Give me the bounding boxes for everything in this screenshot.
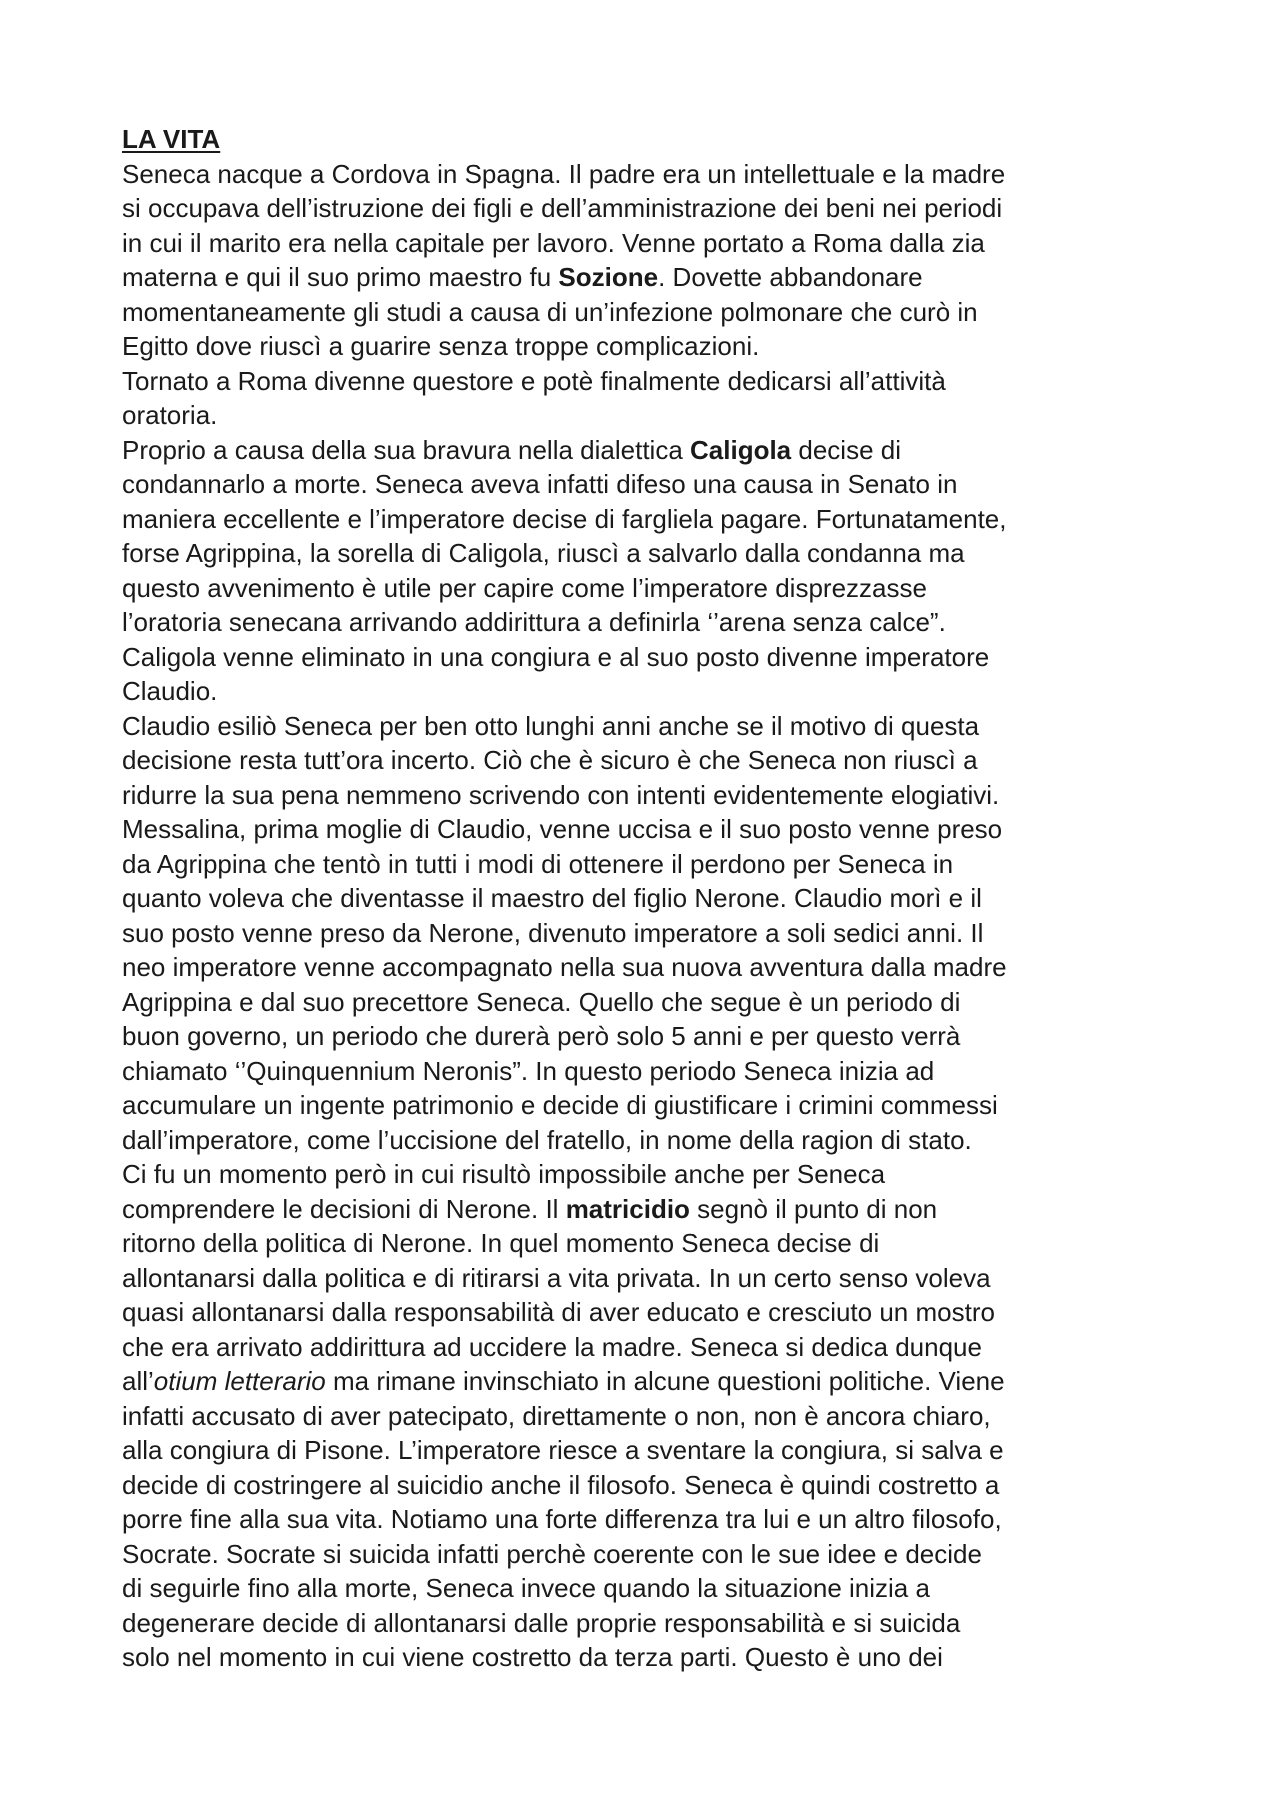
text-line xyxy=(122,364,1172,399)
text-run: degenerare decide di allontanarsi dalle proprie responsabilità e si suicida xyxy=(122,1607,961,1638)
text-line xyxy=(122,571,1172,606)
text-line xyxy=(122,1054,1172,1089)
text-run: forse Agrippina, la sorella di Caligola, riuscì a salvarlo dalla condanna ma xyxy=(122,538,965,568)
text-run: Agrippina e dal suo precettore Seneca. Quello che segue è un periodo di xyxy=(122,986,961,1017)
text-line xyxy=(122,1502,1172,1537)
text-line xyxy=(122,433,1172,468)
text-line xyxy=(122,1433,1172,1468)
text-run: chiamato ‘’Quinquennium Neronis”. In questo periodo Seneca inizia ad xyxy=(122,1055,935,1086)
paragraph-claudio-nerone xyxy=(122,709,1172,1675)
text-line xyxy=(122,1261,1172,1296)
text-line xyxy=(122,260,1172,295)
text-run: che era arrivato addirittura ad uccidere la madre. Seneca si dedica dunque xyxy=(122,1331,982,1362)
text-run: dall’imperatore, come l’uccisione del fratello, in nome della ragion di stato. xyxy=(122,1124,972,1155)
text-line xyxy=(122,1192,1172,1227)
text-run: Tornato a Roma divenne questore e potè finalmente dedicarsi all’attività xyxy=(122,365,946,396)
text-line xyxy=(122,1606,1172,1641)
text-run: l’oratoria senecana arrivando addirittura a definirla ‘’arena senza calce”. xyxy=(122,607,946,637)
text-run: ma rimane invinschiato in alcune questioni politiche. Viene xyxy=(325,1366,1005,1396)
text-line xyxy=(122,191,1172,226)
text-run: Ci fu un momento però in cui risultò impossibile anche per Seneca xyxy=(122,1159,886,1189)
text-run: quasi allontanarsi dalla responsabilità di aver educato e cresciuto un mostro xyxy=(122,1297,995,1327)
text-run: buon governo, un periodo che durerà però solo 5 anni e per questo verrà xyxy=(122,1021,961,1051)
text-line xyxy=(122,1123,1172,1158)
text-line xyxy=(122,640,1172,675)
text-line xyxy=(122,1571,1172,1606)
text-line xyxy=(122,1537,1172,1572)
text-line xyxy=(122,605,1172,640)
text-line xyxy=(122,1019,1172,1054)
text-run: . Dovette abbandonare xyxy=(658,262,923,292)
document-page xyxy=(122,122,1172,1675)
text-run: solo nel momento in cui viene costretto da terza parti. Questo è uno dei xyxy=(122,1642,943,1672)
text-line xyxy=(122,1468,1172,1503)
text-run: alla congiura di Pisone. L’imperatore riesce a sventare la congiura, si salva e xyxy=(122,1435,1004,1465)
text-run: Claudio. xyxy=(122,676,218,706)
text-line xyxy=(122,295,1172,330)
text-line xyxy=(122,709,1172,744)
text-run: si occupava dell’istruzione dei figli e dell’amministrazione dei beni nei periodi xyxy=(122,193,1003,223)
text-line xyxy=(122,1088,1172,1123)
text-run: neo imperatore venne accompagnato nella sua nuova avventura dalla madre xyxy=(122,952,1007,982)
text-line xyxy=(122,916,1172,951)
paragraph-caligola xyxy=(122,433,1172,709)
text-run: maniera eccellente e l’imperatore decise di fargliela pagare. Fortunatamente, xyxy=(122,503,1007,534)
text-line xyxy=(122,1330,1172,1365)
text-run: ritorno della politica di Nerone. In quel momento Seneca decise di xyxy=(122,1228,880,1258)
paragraph-birth-education xyxy=(122,157,1172,364)
text-run: Seneca nacque a Cordova in Spagna. Il padre era un intellettuale e la madre xyxy=(122,158,1006,189)
text-line xyxy=(122,743,1172,778)
text-run: comprendere le decisioni di Nerone. Il xyxy=(122,1193,566,1224)
text-line xyxy=(122,881,1172,916)
text-line xyxy=(122,985,1172,1020)
text-run: decide di costringere al suicidio anche il filosofo. Seneca è quindi costretto a xyxy=(122,1469,1000,1500)
text-run: Socrate. Socrate si suicida infatti perchè coerente con le sue idee e decide xyxy=(122,1538,982,1569)
text-run: decise di xyxy=(791,434,901,465)
text-run: porre fine alla sua vita. Notiamo una forte differenza tra lui e un altro filosofo, xyxy=(122,1504,1002,1534)
text-line xyxy=(122,467,1172,502)
text-line xyxy=(122,1226,1172,1261)
bold-term-matricidio: matricidio xyxy=(565,1193,690,1224)
text-line xyxy=(122,1364,1172,1399)
bold-term-sozione: Sozione xyxy=(558,262,659,292)
text-run: all’ xyxy=(122,1366,154,1396)
italic-term-otium-letterario: otium letterario xyxy=(153,1366,326,1396)
text-run: di seguirle fino alla morte, Seneca invece quando la situazione inizia a xyxy=(122,1573,930,1603)
text-line xyxy=(122,329,1172,364)
text-line xyxy=(122,1295,1172,1330)
text-run: allontanarsi dalla politica e di ritirarsi a vita privata. In un certo senso voleva xyxy=(122,1262,991,1293)
text-line xyxy=(122,847,1172,882)
text-run: materna e qui il suo primo maestro fu xyxy=(122,262,559,292)
text-run: segnò il punto di non xyxy=(689,1193,938,1224)
text-line xyxy=(122,1640,1172,1675)
paragraph-questore xyxy=(122,364,1172,433)
text-line xyxy=(122,950,1172,985)
text-run: questo avvenimento è utile per capire come l’imperatore disprezzasse xyxy=(122,572,927,603)
text-run: momentaneamente gli studi a causa di un’infezione polmonare che curò in xyxy=(122,296,978,327)
text-run: suo posto venne preso da Nerone, divenuto imperatore a soli sedici anni. Il xyxy=(122,917,984,948)
text-run: accumulare un ingente patrimonio e decide di giustificare i crimini commessi xyxy=(122,1090,998,1120)
section-title: LA VITA xyxy=(122,124,221,154)
text-run: Proprio a causa della sua bravura nella dialettica xyxy=(122,434,691,465)
text-run: ridurre la sua pena nemmeno scrivendo con intenti evidentemente elogiativi. xyxy=(122,779,1000,810)
text-run: Claudio esiliò Seneca per ben otto lunghi anni anche se il motivo di questa xyxy=(122,710,980,741)
text-line xyxy=(122,1399,1172,1434)
text-run: in cui il marito era nella capitale per lavoro. Venne portato a Roma dalla zia xyxy=(122,227,985,258)
text-line xyxy=(122,674,1172,709)
text-run: da Agrippina che tentò in tutti i modi di ottenere il perdono per Seneca in xyxy=(122,848,954,879)
text-line xyxy=(122,778,1172,813)
text-line xyxy=(122,536,1172,571)
text-run: decisione resta tutt’ora incerto. Ciò che è sicuro è che Seneca non riuscì a xyxy=(122,745,978,775)
text-line xyxy=(122,812,1172,847)
text-run: quanto voleva che diventasse il maestro del figlio Nerone. Claudio morì e il xyxy=(122,883,982,913)
text-run: Caligola venne eliminato in una congiura e al suo posto divenne imperatore xyxy=(122,641,990,672)
text-run: condannarlo a morte. Seneca aveva infatti difeso una causa in Senato in xyxy=(122,469,958,499)
text-line xyxy=(122,398,1172,433)
text-line xyxy=(122,1157,1172,1192)
text-run: Messalina, prima moglie di Claudio, venne uccisa e il suo posto venne preso xyxy=(122,814,1003,844)
text-line xyxy=(122,226,1172,261)
text-run: oratoria. xyxy=(122,400,218,430)
text-run: Egitto dove riuscì a guarire senza troppe complicazioni. xyxy=(122,331,760,361)
text-line xyxy=(122,502,1172,537)
bold-term-caligola: Caligola xyxy=(690,434,792,465)
text-line xyxy=(122,157,1172,192)
text-run: infatti accusato di aver patecipato, direttamente o non, non è ancora chiaro, xyxy=(122,1400,991,1431)
